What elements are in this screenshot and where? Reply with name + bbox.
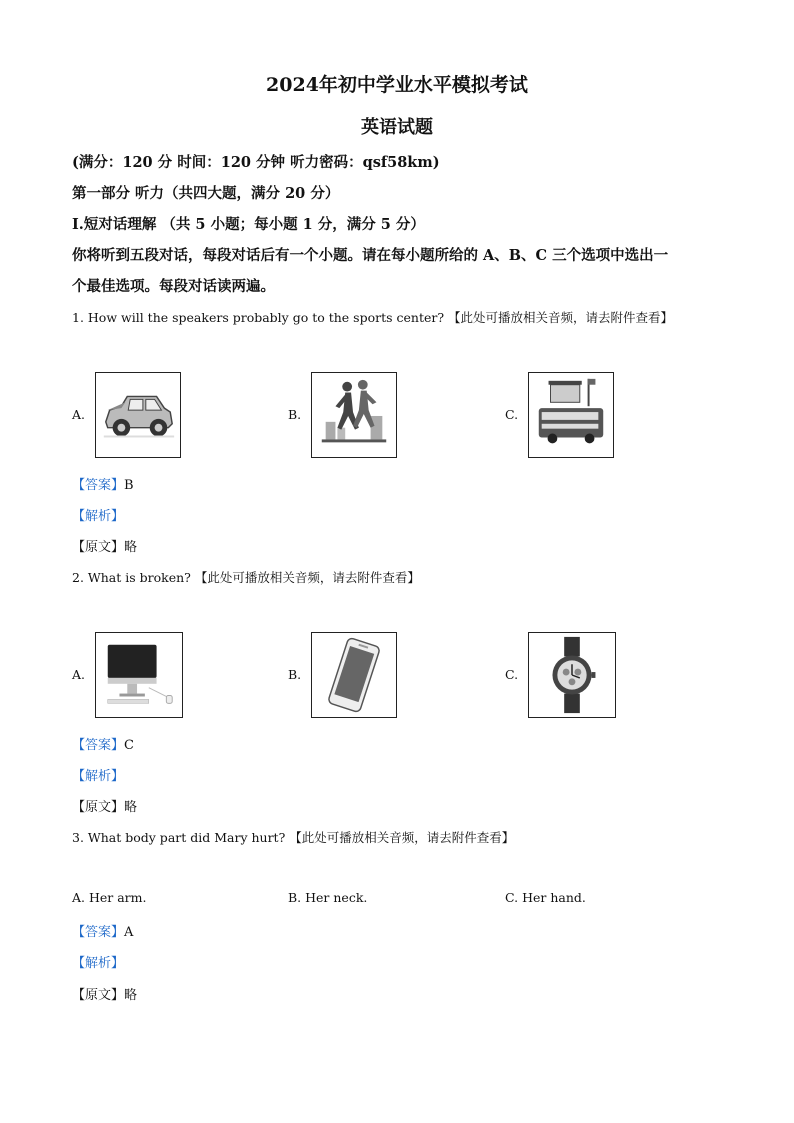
watch-icon: [528, 632, 616, 718]
q1-option-a-label: A.: [72, 407, 86, 422]
phone-icon: [311, 632, 397, 718]
original-value: 略: [124, 988, 138, 1003]
section-heading: Ⅰ.短对话理解 （共 5 小题；每小题 1 分，满分 5 分）: [72, 216, 425, 233]
q1-analysis: 【解析】: [72, 509, 125, 524]
q3-original: [72, 984, 137, 1003]
page-subtitle: 英语试题: [361, 117, 433, 138]
original-tag: 【原文】: [72, 800, 125, 815]
answer-tag: 【答案】: [72, 925, 125, 940]
q3-answer: [72, 921, 133, 940]
bus-stop-icon: [528, 372, 614, 458]
q1-original: [72, 536, 137, 555]
computer-icon: [95, 632, 183, 718]
answer-value: C: [124, 738, 134, 753]
q1-option-b-label: B.: [288, 407, 302, 422]
exam-meta: (满分：120 分 时间：120 分钟 听力密码：qsf58km): [72, 154, 440, 171]
q2-analysis: 【解析】: [72, 769, 125, 784]
q3-option-a: A. Her arm.: [72, 890, 147, 905]
question-3-text: 3. What body part did Mary hurt? 【此处可播放相关音频，请去附件查看】: [72, 830, 515, 845]
instructions-line-2: 个最佳选项。每段对话读两遍。: [72, 278, 275, 295]
q2-option-b-label: B.: [288, 667, 302, 682]
original-value: 略: [124, 800, 138, 815]
q3-option-b: B. Her neck.: [288, 890, 368, 905]
q3-analysis: 【解析】: [72, 956, 125, 971]
answer-tag: 【答案】: [72, 478, 125, 493]
q1-answer: [72, 474, 134, 493]
answer-value: A: [124, 925, 134, 940]
q2-answer: [72, 734, 134, 753]
q1-option-c-label: C.: [505, 407, 519, 422]
q2-option-a-label: A.: [72, 667, 86, 682]
q3-option-c: C. Her hand.: [505, 890, 586, 905]
question-1-text: 1. How will the speakers probably go to the sports center? 【此处可播放相关音频，请去附件查看】: [72, 310, 674, 325]
original-tag: 【原文】: [72, 540, 125, 555]
page-title: 2024年初中学业水平模拟考试: [266, 74, 528, 96]
q2-option-c-label: C.: [505, 667, 519, 682]
instructions-line-1: 你将听到五段对话，每段对话后有一个小题。请在每小题所给的 A、B、C 三个选项中选出一: [72, 247, 669, 264]
car-icon: [95, 372, 181, 458]
question-2-text: 2. What is broken? 【此处可播放相关音频，请去附件查看】: [72, 570, 420, 585]
answer-tag: 【答案】: [72, 738, 125, 753]
answer-value: B: [124, 478, 134, 493]
part-heading: 第一部分 听力（共四大题，满分 20 分）: [72, 185, 340, 202]
original-tag: 【原文】: [72, 988, 125, 1003]
q2-original: [72, 796, 137, 815]
runners-icon: [311, 372, 397, 458]
original-value: 略: [124, 540, 138, 555]
